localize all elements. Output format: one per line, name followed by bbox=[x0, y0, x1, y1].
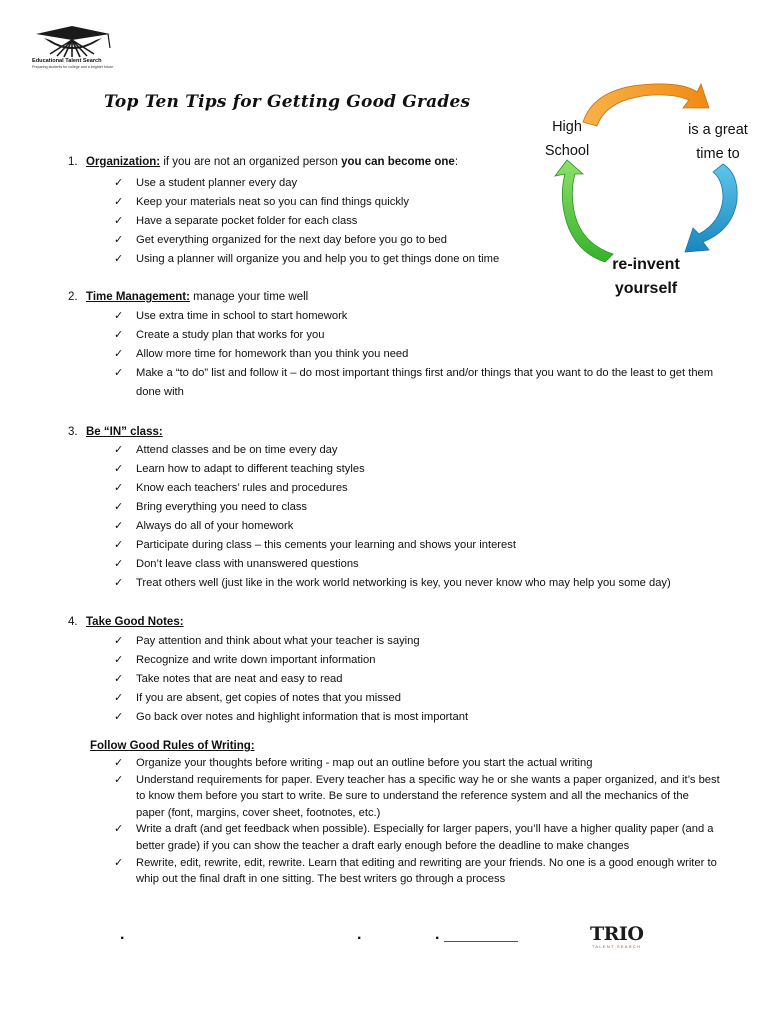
checkmark-icon: ✓ bbox=[114, 348, 124, 360]
page-title: Top Ten Tips for Getting Good Grades bbox=[104, 92, 471, 112]
list-item: ✓ Use a student planner every day bbox=[114, 174, 499, 193]
checkmark-icon: ✓ bbox=[114, 215, 124, 227]
blue-arrow bbox=[685, 164, 737, 252]
checkmark-icon: ✓ bbox=[114, 539, 124, 551]
checkmark-icon: ✓ bbox=[114, 177, 124, 189]
logo-tagline: Preparing students for college and a brighter future bbox=[32, 65, 114, 69]
checkmark-icon: ✓ bbox=[114, 577, 124, 589]
diagram-text-high-school: High School bbox=[544, 119, 590, 159]
checkmark-icon: ✓ bbox=[114, 654, 124, 666]
checkmark-icon: ✓ bbox=[114, 773, 124, 786]
list-item: ✓ Using a planner will organize you and help you to get things done on time bbox=[114, 250, 499, 269]
section-time-management-heading: 2. Time Management: manage your time well bbox=[68, 291, 309, 303]
section-label: Take Good Notes: bbox=[86, 616, 184, 628]
take-good-notes-list bbox=[114, 632, 468, 727]
footer-dot: . bbox=[120, 926, 125, 943]
checkmark-icon: ✓ bbox=[114, 367, 124, 379]
list-item: ✓ Bring everything you need to class bbox=[114, 498, 671, 517]
list-item: ✓ Always do all of your homework bbox=[114, 517, 671, 536]
section-label: Follow Good Rules of Writing: bbox=[90, 740, 255, 752]
checkmark-icon: ✓ bbox=[114, 463, 124, 475]
trio-logo-word: TRIO bbox=[590, 923, 644, 945]
checkmark-icon: ✓ bbox=[114, 558, 124, 570]
list-item: ✓ Go back over notes and highlight information that is most important bbox=[114, 708, 468, 727]
checkmark-icon: ✓ bbox=[114, 482, 124, 494]
list-item: ✓ Attend classes and be on time every day bbox=[114, 441, 671, 460]
checkmark-icon: ✓ bbox=[114, 635, 124, 647]
section-organization-heading: 1. Organization: if you are not an organized person you can become one: bbox=[68, 156, 459, 168]
list-item: ✓ Understand requirements for paper. Every teacher has a specific way he or she wants a paper organized, and it’s best to know them before you start to write. Be sure to understand the reference system and all the mechanics of the paper (font, margins, cover sheet, footnotes, etc.) bbox=[114, 773, 720, 819]
checkmark-icon: ✓ bbox=[114, 253, 124, 265]
section-writing-rules-heading bbox=[90, 740, 255, 752]
checkmark-icon: ✓ bbox=[114, 234, 124, 246]
be-in-class-list bbox=[114, 441, 671, 593]
list-item: ✓ Know each teachers’ rules and procedures bbox=[114, 479, 671, 498]
list-item: ✓ Keep your materials neat so you can find things quickly bbox=[114, 193, 499, 212]
section-take-good-notes-heading: 4. Take Good Notes: bbox=[68, 616, 184, 628]
graduation-cap-icon bbox=[30, 26, 114, 58]
checkmark-icon: ✓ bbox=[114, 823, 124, 836]
time-management-list bbox=[114, 307, 720, 402]
diagram-text-great-time: is a great time to bbox=[688, 122, 748, 162]
writing-rules-list bbox=[114, 755, 720, 888]
checkmark-icon: ✓ bbox=[114, 520, 124, 532]
checkmark-icon: ✓ bbox=[114, 444, 124, 456]
footer-dot: . bbox=[435, 926, 440, 943]
list-item: ✓ If you are absent, get copies of notes that you missed bbox=[114, 689, 468, 708]
list-item: ✓ Participate during class – this cements your learning and shows your interest bbox=[114, 536, 671, 555]
trio-logo bbox=[590, 923, 646, 952]
checkmark-icon: ✓ bbox=[114, 196, 124, 208]
list-item: ✓ Make a “to do” list and follow it – do most important things first and/or things that you want to do the least to get them done with bbox=[114, 364, 720, 402]
checkmark-icon: ✓ bbox=[114, 673, 124, 685]
list-item: ✓ Treat others well (just like in the work world networking is key, you never know who may help you some day) bbox=[114, 574, 671, 593]
footer-link[interactable] bbox=[444, 931, 518, 942]
list-item: ✓ Take notes that are neat and easy to read bbox=[114, 670, 468, 689]
list-item: ✓ Recognize and write down important information bbox=[114, 651, 468, 670]
section-be-in-class-heading: 3. Be “IN” class: bbox=[68, 426, 163, 438]
list-item: ✓ Pay attention and think about what your teacher is saying bbox=[114, 632, 468, 651]
list-item: ✓ Have a separate pocket folder for each class bbox=[114, 212, 499, 231]
checkmark-icon: ✓ bbox=[114, 501, 124, 513]
checkmark-icon: ✓ bbox=[114, 310, 124, 322]
organization-list bbox=[114, 174, 499, 269]
list-item: ✓ Allow more time for homework than you think you need bbox=[114, 345, 720, 364]
reinvent-cycle-diagram bbox=[525, 78, 768, 308]
checkmark-icon: ✓ bbox=[114, 711, 124, 723]
ets-logo bbox=[26, 26, 116, 74]
checkmark-icon: ✓ bbox=[114, 757, 124, 769]
green-arrow bbox=[555, 160, 613, 262]
section-label: Organization: bbox=[86, 156, 161, 168]
diagram-text-reinvent: re-invent yourself bbox=[612, 256, 680, 297]
trio-logo-subtitle: TALENT SEARCH bbox=[592, 945, 642, 949]
list-item: ✓ Organize your thoughts before writing - map out an outline before you start the actual writing bbox=[114, 755, 720, 772]
logo-brand-text: Educational Talent Search bbox=[32, 58, 102, 64]
list-item: ✓ Create a study plan that works for you bbox=[114, 326, 720, 345]
list-item: ✓ Don’t leave class with unanswered questions bbox=[114, 555, 671, 574]
footer-dot: . bbox=[357, 926, 362, 943]
checkmark-icon: ✓ bbox=[114, 329, 124, 341]
list-item: ✓ Learn how to adapt to different teaching styles bbox=[114, 460, 671, 479]
section-label: Be “IN” class: bbox=[86, 426, 163, 438]
checkmark-icon: ✓ bbox=[114, 856, 124, 869]
list-item: ✓ Get everything organized for the next day before you go to bed bbox=[114, 231, 499, 250]
list-item: ✓ Use extra time in school to start homework bbox=[114, 307, 720, 326]
section-label: Time Management: bbox=[86, 291, 190, 303]
list-item: ✓ Write a draft (and get feedback when possible). Especially for larger papers, you’ll have a higher quality paper (and a better grade) if you can show the teacher a draft early enough before the deadline to make changes bbox=[114, 823, 714, 852]
list-item: ✓ Rewrite, edit, rewrite, edit, rewrite. Learn that editing and rewriting are your friends. No one is a good enough writer to whip out the final draft in one sitting. The best writers go through a process bbox=[114, 856, 717, 886]
checkmark-icon: ✓ bbox=[114, 692, 124, 704]
